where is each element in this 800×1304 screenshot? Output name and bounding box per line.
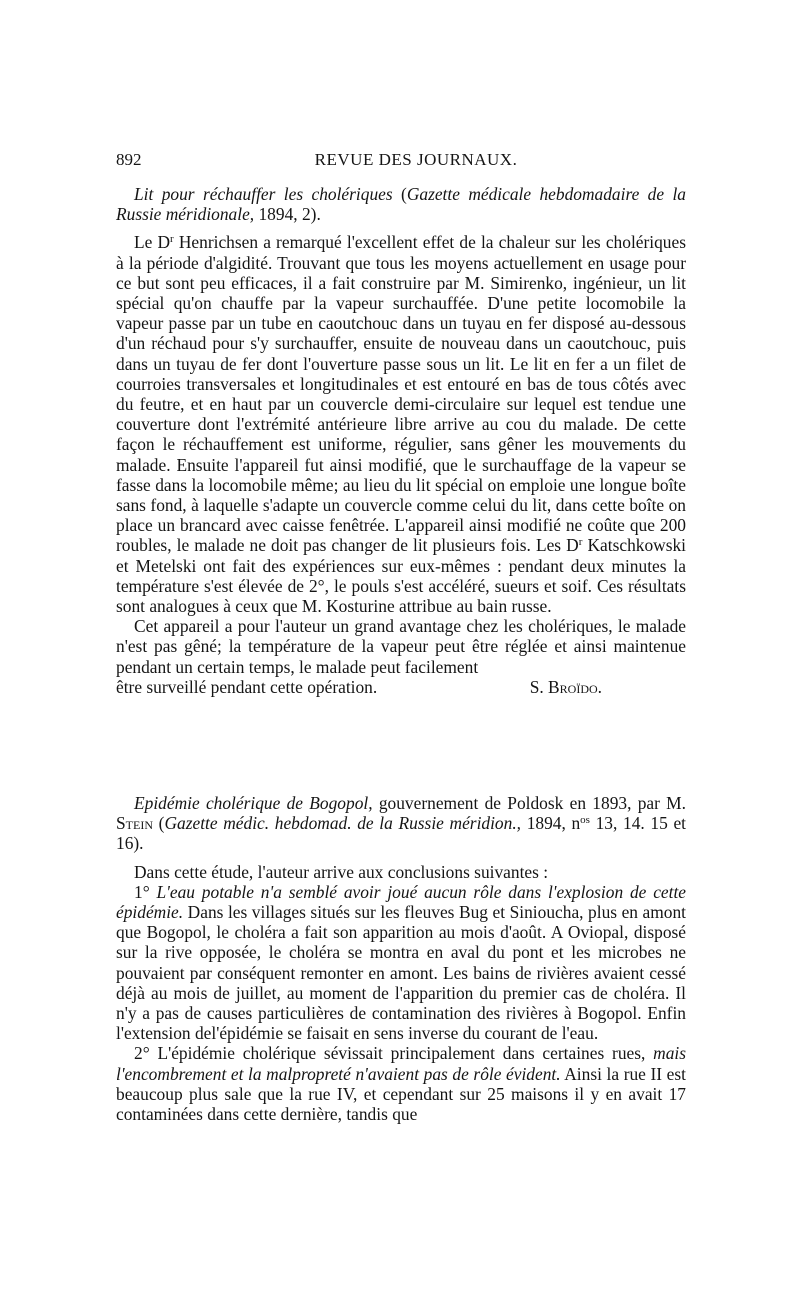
article-author: Stein <box>116 813 153 834</box>
text-run: 13, 14. 15 et 16). <box>116 813 686 854</box>
article-source: Gazette médic. hebdomad. de la Russie méridion., <box>164 813 522 834</box>
article-epidemie-bogopol <box>116 793 686 1124</box>
text-run: Ainsi la rue II est beaucoup plus sale que la rue IV, et cependant sur 25 maisons il y en avait 17 contaminées dans cette dernière, tandis que <box>116 1063 686 1125</box>
article-title-line <box>116 793 686 854</box>
text-run: être surveillé pendant cette opération. <box>116 676 378 697</box>
closing-line <box>116 677 686 697</box>
superscript: r <box>578 536 583 549</box>
text-run: Katschkowski et Metelski ont fait des expériences sur eux-mêmes : pendant deux minutes la température s'est élevée de 2°, le pouls s'est accéléré, sueurs et soif. Ces résultats sont analogues à ceux que M. Kosturine attribue au bain russe. <box>116 535 687 617</box>
emphasis: mais l'encombrement et la malpropreté n'avaient pas de rôle évident. <box>116 1043 686 1084</box>
text-run: 1894, n <box>521 813 581 834</box>
article-title: Lit pour réchauffer les cholériques <box>134 184 393 204</box>
article-source: Gazette médicale hebdomadaire de la Russie méridionale, <box>116 184 686 225</box>
article-lit-pour-rechauffer <box>116 184 686 697</box>
text-run: L'épidémie cholérique sévissait principalement dans certaines rues, <box>157 1043 654 1064</box>
article-source-ref: 1894, 2). <box>254 204 321 225</box>
page-number: 892 <box>116 150 142 169</box>
emphasis: L'eau potable n'a semblé avoir joué aucun rôle dans l'explosion de cette épidémie. <box>116 881 687 923</box>
paragraph <box>116 862 686 882</box>
source-open: ( <box>392 184 407 204</box>
article-title: Epidémie cholérique de Bogopol, <box>134 793 373 813</box>
text-run: gouvernement de Poldosk en 1893, par M. <box>372 793 686 813</box>
paragraph <box>116 1043 686 1124</box>
text-run: Dans les villages situés sur les fleuves Bug et Sinioucha, plus en amont que Bogopol, le choléra a fait son apparition au mois d'août. A Oviopal, disposé sur la rive opposée, le choléra se montra en aval du pont et les microbes ne pouvaient par conséquent remonter en amont. Les bains de rivières avaient cessé déjà au mois de juillet, au moment de l'apparition du premier cas de choléra. Il n'y a pas de causes particulières de contamination des rivières à Bogopol. Enfin l'extension del'épidémie se faisait en sens inverse du courant de l'eau. <box>116 902 686 1044</box>
text-run: Henrichsen a remarqué l'excellent effet de la chaleur sur les cholériques à la période d'algidité. Trouvant que tous les moyens actuellement en usage pour ce but sont peu efficaces, il a fait construire par M. Simirenko, ingénieur, un lit spécial qu'on chauffe par la vapeur surchauffée. D'une petite locomobile la vapeur passe par un tube en caoutchouc dans un tuyau en fer disposé au-dessous d'un réchaud pour s'y surchauffer, ensuite de nouveau dans un caoutchouc, puis dans un tuyau de fer dont l'ouverture passe sous un lit. Le lit en fer a un filet de courroies transversales et longitudinales et est entouré en bas de tous côtés avec du feutre, et en haut par un couvercle demi-circulaire sur lequel est tendue une couverture dont l'extrémité antérieure libre arrive au cou du malade. De cette façon le réchauffement est uniforme, régulier, sans gêner les mouvements du malade. Ensuite l'appareil fut ainsi modifié, que le surchauffage de la vapeur se fasse dans la locomobile même; au lieu du lit spécial on emploie une longue boîte sans fond, à laquelle s'adapte un couvercle comme celui du lit, dans cette boîte on place un brancard avec caisse fenêtrée. L'appareil ainsi modifié ne coûte que 200 roubles, le malade ne doit pas changer de lit plusieurs fois. Les D <box>116 232 686 556</box>
text-run: 1° <box>134 881 157 902</box>
superscript: r <box>170 233 174 246</box>
paragraph <box>116 232 686 616</box>
author-signature: S. Broïdo. <box>529 676 602 697</box>
text-run: 2° <box>134 1043 158 1064</box>
text-run: Cet appareil a pour l'auteur un grand avantage chez les cholériques, le malade n'est pas gêné; la température de la vapeur peut être réglée et ainsi maintenue pendant un certain temps, le malade peut facilement <box>116 616 686 677</box>
text-run: Dans cette étude, l'auteur arrive aux conclusions suivantes : <box>134 861 549 882</box>
paragraph <box>116 616 686 677</box>
page-header <box>116 150 686 172</box>
source-open: ( <box>153 813 165 834</box>
paragraph <box>116 882 686 1044</box>
running-head: REVUE DES JOURNAUX. <box>314 150 518 169</box>
superscript: os <box>580 814 590 827</box>
article-title-line <box>116 184 686 224</box>
text-run: Le D <box>134 232 171 253</box>
